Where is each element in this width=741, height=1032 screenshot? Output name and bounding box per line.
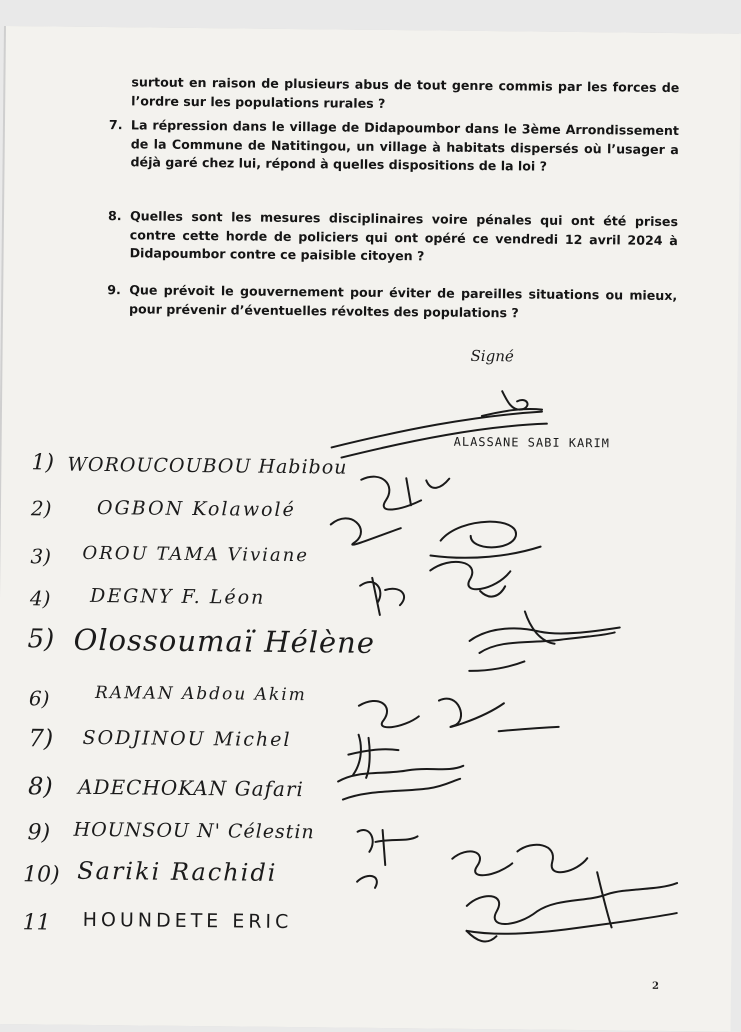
question-9-number: 9. bbox=[107, 282, 121, 298]
question-9-text: Que prévoit le gouvernement pour éviter de pareilles situations ou mieux, pour prévenir d’éventuelles révoltes des populations ? bbox=[128, 282, 678, 320]
signatory-4-index: 4) bbox=[29, 586, 51, 611]
signatory-3-index: 3) bbox=[30, 544, 52, 569]
continuation-paragraph: surtout en raison de plusieurs abus de tout genre commis par les forces de l’ordre sur les populations rurales ? bbox=[131, 74, 680, 111]
question-7-number: 7. bbox=[108, 117, 123, 133]
signed-label: Signé bbox=[470, 346, 514, 366]
signatory-8-name: ADECHOKAN Gafari bbox=[77, 774, 304, 802]
signatory-6-index: 6) bbox=[28, 686, 50, 711]
signature-11 bbox=[466, 871, 677, 944]
document-page bbox=[0, 26, 741, 1032]
extra-signatory-name: ALASSANE SABI KARIM bbox=[453, 434, 611, 451]
signatory-9-index: 9) bbox=[27, 820, 51, 846]
question-8-text: Quelles sont les mesures disciplinaires voire pénales qui ont été prises contre cette horde de policiers qui ont opéré ce vendredi 12 avril 2024 à Didapoumbor contre ce paisible citoyen ? bbox=[129, 208, 679, 264]
signature-3 bbox=[430, 562, 510, 597]
signatory-1-index: 1) bbox=[31, 450, 55, 476]
signatory-11-index: 11 bbox=[22, 910, 51, 936]
signatory-11-name: HOUNDETE ERIC bbox=[82, 908, 293, 934]
signatory-6-name: RAMAN Abdou Akim bbox=[94, 682, 307, 706]
signature-2 bbox=[330, 518, 540, 558]
signature-4 bbox=[360, 578, 404, 615]
signature-1 bbox=[361, 477, 449, 511]
signatory-9-name: HOUNSOU N' Célestin bbox=[73, 818, 315, 844]
signatory-2-name: OGBON Kolawolé bbox=[96, 496, 296, 522]
signatory-5-index: 5) bbox=[27, 624, 55, 655]
signatory-4-name: DEGNY F. Léon bbox=[89, 584, 266, 609]
signature-scribbles bbox=[0, 26, 741, 1032]
signatory-10-name: Sariki Rachidi bbox=[77, 856, 278, 887]
signatory-7-index: 7) bbox=[28, 724, 54, 753]
signatory-8-index: 8) bbox=[27, 772, 53, 801]
signatory-7-name: SODJINOU Michel bbox=[82, 726, 292, 752]
signature-6 bbox=[359, 698, 559, 732]
signature-top bbox=[331, 389, 547, 459]
signatory-5-name: Olossoumaï Hélène bbox=[73, 622, 376, 660]
page-number: 2 bbox=[651, 980, 660, 992]
signature-9 bbox=[357, 830, 417, 866]
signatory-2-index: 2) bbox=[30, 496, 52, 521]
question-8-number: 8. bbox=[107, 208, 122, 224]
question-7-text: La répression dans le village de Didapoumbor dans le 3ème Arrondissement de la Commune de Natitingou, un village à habitats dispersés où l’usager a déjà garé chez lui, répond à quelles dispositions de la loi ? bbox=[130, 117, 680, 174]
signatory-3-name: OROU TAMA Viviane bbox=[82, 542, 310, 567]
signature-10 bbox=[357, 843, 587, 890]
signatory-10-index: 10) bbox=[22, 862, 60, 888]
signatory-1-name: WOROUCOUBOU Habibou bbox=[67, 453, 348, 479]
signature-5 bbox=[469, 611, 620, 673]
